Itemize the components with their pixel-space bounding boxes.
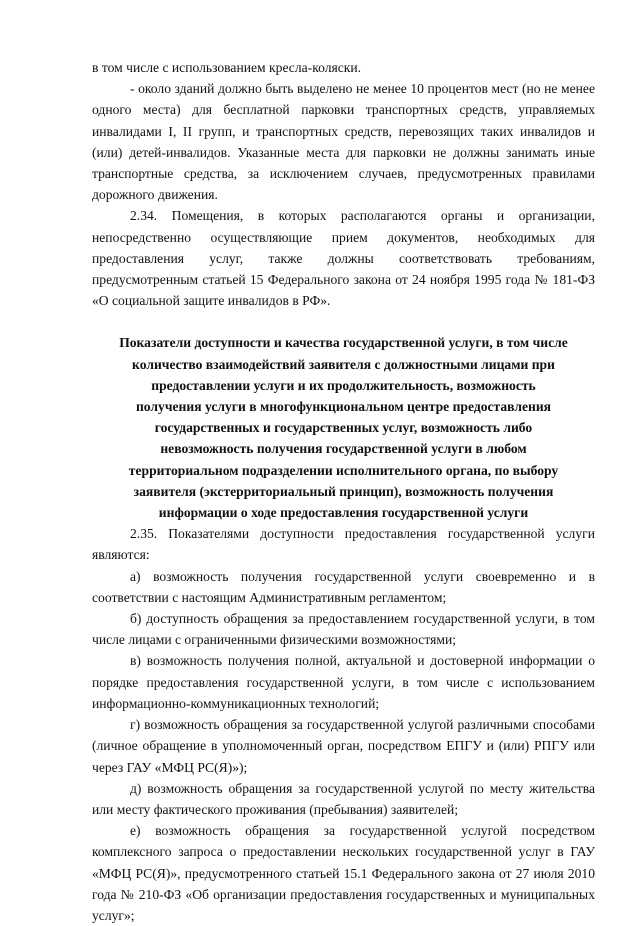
list-item-e: е) возможность обращения за государственной услугой посредством комплексного запроса о предоставлении нескольких государственной услуг в ГАУ «МФЦ РС(Я)», предусмотренного статьей 15.1 Федерального закона от 27 июля 2010 года № 210-ФЗ «Об организации предоставления государственных и муниципальных услуг»; bbox=[92, 823, 595, 923]
heading-line: заявителя (экстерриториальный принцип), возможность получения bbox=[133, 483, 554, 499]
document-body bbox=[92, 57, 595, 926]
heading-line: предоставлении услуги и их продолжительность, возможность bbox=[151, 377, 536, 393]
list-item-g: г) возможность обращения за государственной услугой различными способами (личное обращение в уполномоченный орган, посредством ЕПГУ и (или) РПГУ или через ГАУ «МФЦ РС(Я)»); bbox=[92, 717, 595, 775]
list-item-b: б) доступность обращения за предоставлением государственной услуги, в том числе лицами с ограниченными физическими возможностями; bbox=[92, 611, 595, 648]
paragraph-2-35: 2.35. Показателями доступности предоставления государственной услуги являются: bbox=[92, 526, 595, 563]
heading-line: Показатели доступности и качества государственной услуги, в том числе bbox=[119, 335, 568, 351]
heading-line: информации о ходе предоставления государственной услуги bbox=[158, 505, 529, 521]
paragraph-2-34: 2.34. Помещения, в которых располагаются органы и организации, непосредственно осуществляющие прием документов, необходимых для предоставления услуг, также должны соответствовать требованиям, предусмотренным статьей 15 Федерального закона от 24 ноября 1995 года № 181-ФЗ «О социальной защите инвалидов в РФ». bbox=[92, 208, 595, 309]
heading-line: количество взаимодействий заявителя с должностными лицами при bbox=[132, 356, 555, 372]
section-heading bbox=[92, 332, 595, 523]
heading-line: невозможность получения государственной услуги в любом bbox=[160, 441, 527, 457]
list-item-d: д) возможность обращения за государственной услугой по месту жительства или месту фактического проживания (пребывания) заявителей; bbox=[92, 780, 595, 817]
heading-line: получения услуги в многофункциональном центре предоставления bbox=[135, 399, 552, 415]
paragraph-parking: - около зданий должно быть выделено не менее 10 процентов мест (но не менее одного места) для бесплатной парковки транспортных средств, управляемых инвалидами I, II групп, и транспортных средств, перевозящих таких инвалидов и (или) детей-инвалидов. Указанные места для парковки не должны занимать иные транспортные средства, за исключением случаев, предусмотренных правилами дорожного движения. bbox=[92, 81, 595, 203]
heading-line: государственных и государственных услуг, возможность либо bbox=[154, 420, 533, 436]
list-item-a: а) возможность получения государственной услуги своевременно и в соответствии с настоящим Административным регламентом; bbox=[92, 568, 595, 605]
list-item-v: в) возможность получения полной, актуальной и достоверной информации о порядке предоставления государственной услуги, в том числе с использованием информационно-коммуникационных технологий; bbox=[92, 653, 595, 711]
paragraph-continuation: в том числе с использованием кресла-коляски. bbox=[92, 60, 362, 75]
heading-line: территориальном подразделении исполнительного органа, по выбору bbox=[128, 462, 559, 478]
